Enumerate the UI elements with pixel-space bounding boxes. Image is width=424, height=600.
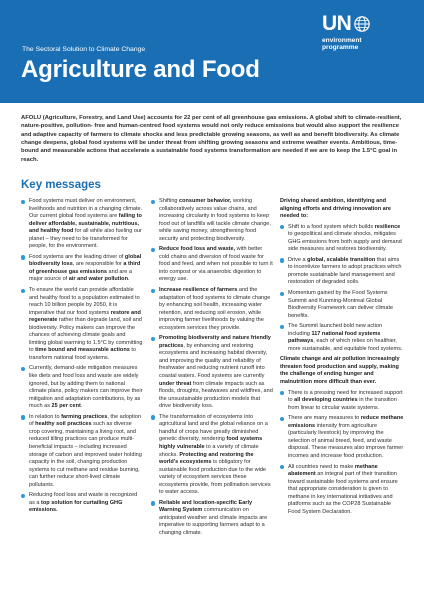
bullet-icon [280,391,284,395]
list-item [151,335,273,410]
column-3 [280,198,404,519]
body-text: . [80,403,83,410]
list-item [151,287,273,332]
list-item [280,390,404,413]
body-text: working collaboratively across value chains, and increasing circularity in food systems to keep food out of landfills will tackle climate change, while saving money, strengthening food security and protecting biodiversity. [159,198,271,242]
emphasis-text: global biodiversity loss [29,253,142,268]
body-text: There are many measures to [288,415,361,422]
body-text: and are a major source of [29,268,132,283]
body-text: Currently, demand-side mitigation measures like diets and food loss and waste are widely ignored, but by adding them to national climate plans, policy makers can improve their mitigation and adaptation contributions, by as much as [29,365,143,410]
body-text: The Summit launched bold new action including [288,323,383,337]
body-text: Reducing food loss and waste is recognized as a [29,492,138,506]
bullet-list [280,390,404,517]
emphasis-text: Reliable and location-specific Early Warning System [159,499,253,514]
section-heading: Driving shared ambition, identifying and aligning efforts and driving innovation are needed to: [280,198,391,220]
bullet-icon [21,200,25,204]
bullet-icon [280,465,284,469]
body-text: , are responsible for [72,261,124,268]
list-item [280,257,404,287]
page-title: Agriculture and Food [21,56,260,83]
list-item [21,365,143,410]
bullet-icon [21,415,25,419]
bullet-icon [21,255,25,259]
body-text: In relation to [29,413,62,420]
body-text: Momentum gained by the Food Systems Summit and Kunming-Montreal Global Biodiversity Framework can deliver climate benefits. [288,290,394,319]
body-text: , the adoption of [29,413,141,428]
list-item [280,290,404,320]
body-text: for all while also fueling our planet – they need to be transformed for people, for the environment. [29,228,142,250]
body-text: . [127,276,130,283]
body-text: There is a pressing need for increased support to [288,389,403,404]
body-text: To ensure the world can provide affordable and healthy food to a population estimated to reach 10 billion people by 2050, it is imperative that our food systems [29,287,140,316]
body-text: Food systems are the leading driver of [29,253,125,260]
logo-subtitle-1: environment [322,37,362,44]
body-text: intensity from agriculture (particularly livestock) by improving the selection of animal breed, feed, and waste disposal. These measures also improve farmer incomes and increase food production. [288,422,404,459]
list-item [151,500,273,538]
list-item [21,198,143,251]
bullet-icon [151,415,155,419]
list-item [21,414,143,489]
list-item [151,414,273,497]
emphasis-text: Increase resilience of farmers [159,287,238,294]
bullet-icon [21,494,25,498]
bullet-icon [151,501,155,505]
series-label: The Sectoral Solution to Climate Change [22,46,146,53]
bullet-list [280,224,404,354]
bullet-icon [21,367,25,371]
logo-letters: UN [322,12,352,35]
body-text: is obligatory for sustainable food production due to the wide variety of ecosystem services these ecosystems provide, from pollination services to water access. [159,459,271,496]
body-text: with better cold chains and diversion of food waste for food and feed, and when not possible to turn it into compost or via anaerobic digestion to energy use. [159,246,273,283]
globe-icon [353,15,371,33]
intro-paragraph: AFOLU (Agriculture, Forestry, and Land Use) accounts for 22 per cent of all greenhouse gas emissions. A global shift to climate-resilient, nature-positive, pollution- free and human-centred food systems would not only reduce emissions but would also support the resilience and adaptive capacity of farmers to climate shocks and less predictable growing seasons, as well as and benefit biodiversity. As climate change deepens, global food systems will be under threat from shifting growing seasons and extreme weather events. Ambitious, time-bound and measurable actions that accelerate a sustainable food systems transformation are needed if we are to keep the 1.5°C goal in reach. [21,115,402,163]
emphasis-text: Protecting and restoring the world's ecosystems [159,451,254,466]
bullet-icon [280,325,284,329]
body-text: and the adaptation of food systems to climate change by enhancing soil health, increasing water retention, and reducing soil erosion, while improving farmer livelihoods by valuing the ecosystem services they provide. [159,287,271,331]
emphasis-text: under threat [159,380,192,387]
body-text: in the transition from linear to circular waste systems. [288,397,397,411]
bullet-icon [151,289,155,293]
bullet-icon [151,200,155,204]
emphasis-text: time bound and measurable actions [35,347,130,354]
body-text: The transformation of ecosystems into agricultural land and the global reliance on a handful of crops have greatly diminished genetic diversity, rendering [159,413,268,443]
emphasis-text: air and water pollution [68,276,128,283]
body-text: Food systems must deliver on environment, livelihoods and nutrition in a changing climate. Our current global food systems are [29,198,143,220]
list-item [21,492,143,515]
list-item [151,246,273,284]
body-text: Shift to a food system which builds [288,223,375,230]
body-text: , each of which relies on healthier, more sustainable, and equitable food systems. [288,338,403,352]
body-text: that aims to incentivize farmers to adopt practices which promote sustainable land management and restoration of degraded soils. [288,256,402,286]
emphasis-text: failing to deliver affordable, sustainable, nutritious, and healthy food [29,213,142,235]
bullet-icon [280,292,284,296]
emphasis-text: restore and regenerate [29,309,141,324]
emphasis-text: Promoting biodiversity and nature friendly practices [159,335,271,349]
logo-subtitle-2: programme [322,44,359,52]
column-1 [21,198,143,518]
bullet-icon [280,258,284,262]
emphasis-text: a third of greenhouse gas emissions [29,261,141,275]
emphasis-text: global, scalable transition [307,256,376,263]
body-text: communication on anticipated weather and climate impacts are imperative to supporting farmers adapt to a changing climate. [159,507,268,536]
bullet-icon [280,417,284,421]
emphasis-text: reduce methane emissions [288,415,404,429]
bullet-list [21,198,143,515]
bullet-list [151,198,273,538]
body-text: All countries need to make [288,463,355,470]
emphasis-text: all developing countries [294,397,358,404]
body-text: to transform national food systems. [29,347,136,361]
list-item [21,287,143,362]
header-banner [0,0,424,103]
body-text: from climate impacts such as floods, droughts, heatwaves and wildfires, and the unsustainable production models that drive biodiversity loss. [159,380,273,410]
bullet-icon [280,225,284,229]
bullet-icon [151,337,155,341]
body-text: rather than degrade land, soil and biodiversity. Policy makers can improve the chances of achieving climate goals and limiting global warming to 1.5°C by committing to [29,317,143,354]
body-text: an integral part of their transition toward sustainable food systems and ensure that appropriate consideration is given to methane in key international initiatives and platforms such as the COP28 Sustainable Food System Declaration. [288,471,398,515]
bullet-icon [21,289,25,293]
list-item [280,415,404,460]
emphasis-text: Reduce food loss and waste, [159,246,236,253]
emphasis-text: 117 national food systems pathways [288,330,381,345]
emphasis-text: consumer behavior, [179,198,232,204]
list-item [280,323,404,353]
section-heading: Climate change and air pollution increasingly threaten food production and supply, making the challenge of ending hunger and malnutrition more difficult than ever. [280,356,400,386]
list-item [280,224,404,254]
body-text: such as diverse crop covering, maintaining a living root, and reduced tilling practices can produce multi-beneficial impacts – including increased storage of carbon and improved water holding capacity in the soil, changing production systems to cut methane and residue burning, can further reduce short-lived climate pollutants. [29,421,142,488]
emphasis-text: methane abatement [288,463,378,478]
emphasis-text: resilience [374,223,401,230]
body-text: to a variety of climate shocks. [159,443,259,458]
key-messages-heading: Key messages [21,179,101,191]
list-item [151,198,273,243]
body-text: Drive a [288,256,308,263]
emphasis-text: food systems highly vulnerable [159,436,263,450]
unep-logo[interactable] [322,13,402,52]
body-text: , by enhancing and restoring ecosystems and increasing habitat diversity, and improving the quality and reliability of freshwater and reducing nutrient runoff into coastal waters. Food systems are currently [159,342,268,380]
bullet-icon [151,248,155,252]
emphasis-text: 25 per cent [51,403,81,410]
list-item [21,254,143,284]
emphasis-text: top solution for curtailing GHG emissions. [29,499,123,514]
body-text: to geopolitical and climate shocks, mitigates GHG emissions from both supply and demand side measures and restores biodiversity. [288,231,402,253]
emphasis-text: farming practices [61,413,108,420]
emphasis-text: healthy soil practices [35,421,92,428]
body-text: Shifting [159,198,180,204]
column-2 [151,198,273,541]
list-item [280,464,404,517]
